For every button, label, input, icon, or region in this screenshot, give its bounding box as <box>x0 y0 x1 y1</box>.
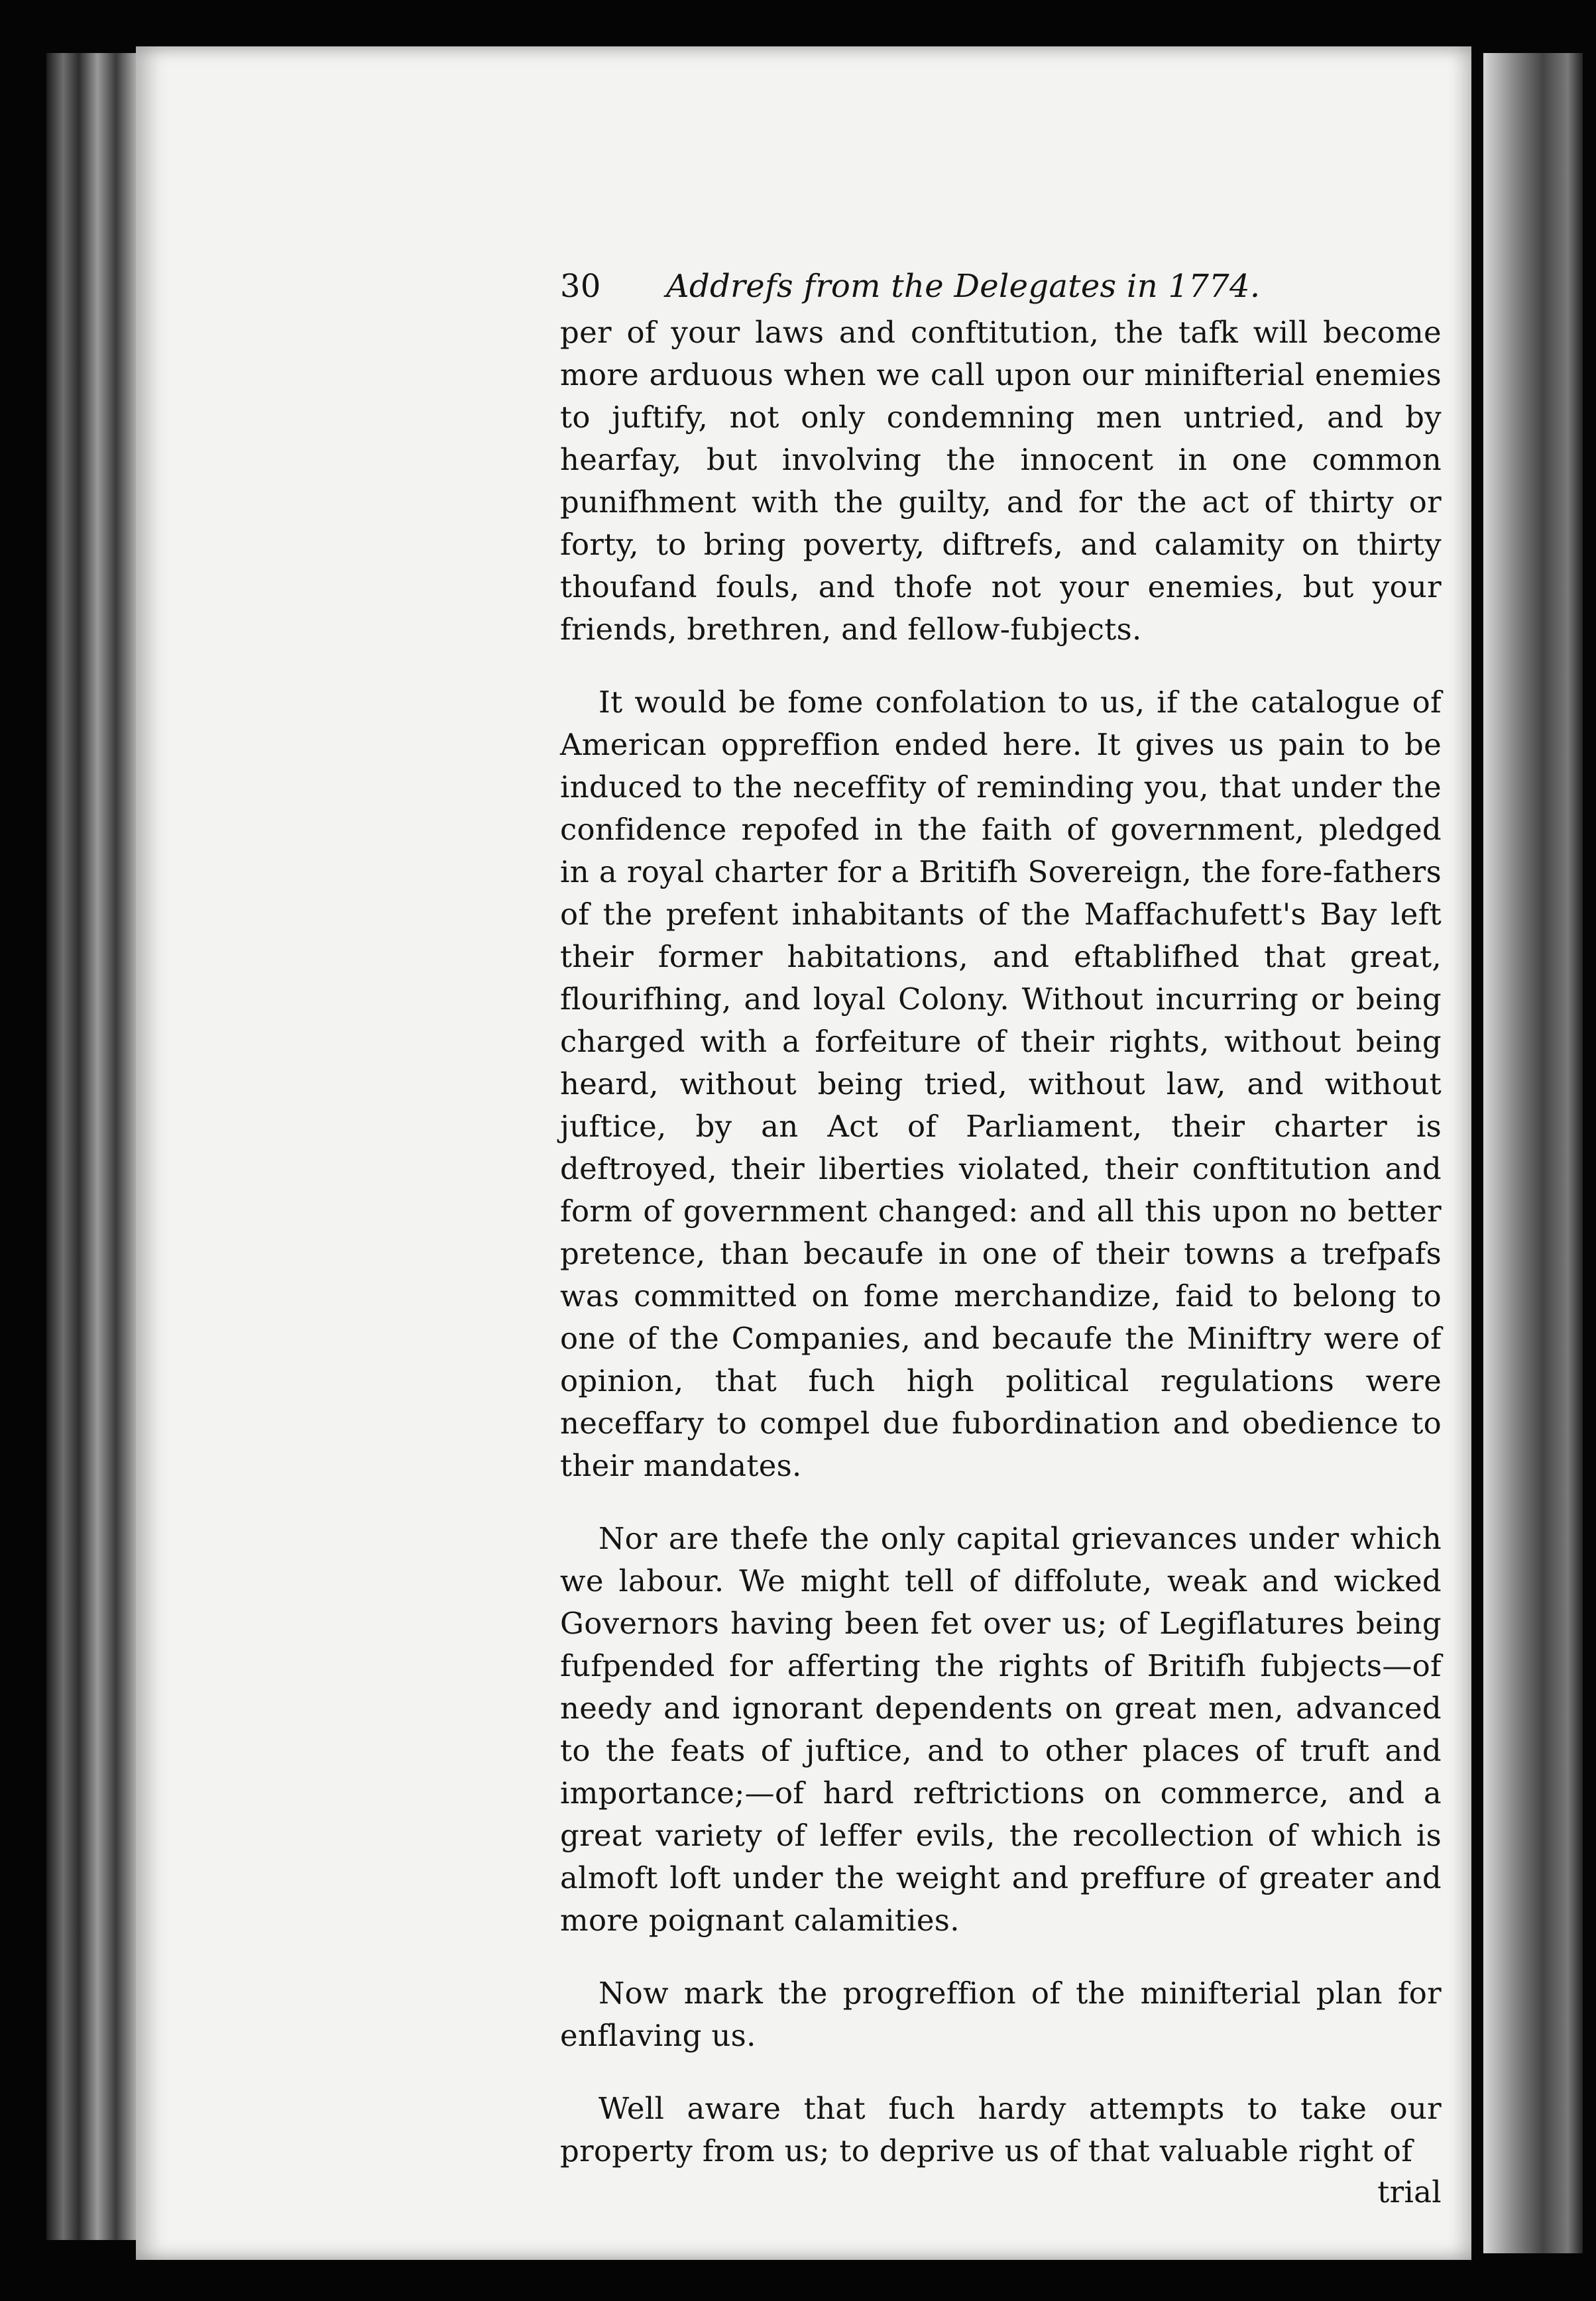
paragraph-2: It would be fome confolation to us, if the catalogue of American oppreffion ended here. It gives us pain to be induced to the neceffity of reminding you, that under the confidence repofed in the faith of government, pledged in a royal charter for a Britifh Sovereign, the fore-fathers of the prefent inhabitants of the Maffachufett's Bay left their former habitations, and eftablifhed that great, flourifhing, and loyal Colony. Without incurring or being charged with a forfeiture of their rights, without being heard, without being tried, without law, and without juftice, by an Act of Parliament, their charter is deftroyed, their liberties violated, their conftitution and form of government changed: and all this upon no better pretence, than becaufe in one of their towns a trefpafs was committed on fome merchandize, faid to belong to one of the Companies, and becaufe the Miniftry were of opinion, that fuch high political regulations were neceffary to compel due fubordination and obedience to their mandates. <box>560 685 1442 1483</box>
book-page <box>136 46 1471 2260</box>
paragraph-5: Well aware that fuch hardy attempts to take our property from us; to deprive us of that valuable right of <box>560 2091 1442 2168</box>
book-edge-right <box>1483 53 1583 2253</box>
paragraph-1: per of your laws and conftitution, the tafk will become more arduous when we call upon our minifterial enemies to juftify, not only condemning men untried, and by hearfay, but involving the innocent in one common punifhment with the guilty, and for the act of thirty or forty, to bring poverty, diftrefs, and calamity on thirty thoufand fouls, and thofe not your enemies, but your friends, brethren, and fellow-fubjects. <box>560 315 1442 647</box>
paragraph-3: Nor are thefe the only capital grievances under which we labour. We might tell of diffolute, weak and wicked Governors having been fet over us; of Legiflatures being fufpended for afferting the rights of Britifh fubjects—of needy and ignorant dependents on great men, advanced to the feats of juftice, and to other places of truft and importance;—of hard reftrictions on commerce, and a great variety of leffer evils, the recollection of which is almoft loft under the weight and preffure of greater and more poignant calamities. <box>560 1521 1442 1938</box>
book-binding-left <box>46 53 139 2240</box>
catchword: trial <box>1377 2174 1442 2210</box>
page-header <box>560 265 1442 308</box>
page-number: 30 <box>560 268 601 305</box>
paragraph-4: Now mark the progreffion of the minifterial plan for enflaving us. <box>560 1976 1442 2053</box>
running-head: Addrefs from the Delegates in 1774. <box>666 268 1261 305</box>
page-text-block <box>560 265 1442 2214</box>
